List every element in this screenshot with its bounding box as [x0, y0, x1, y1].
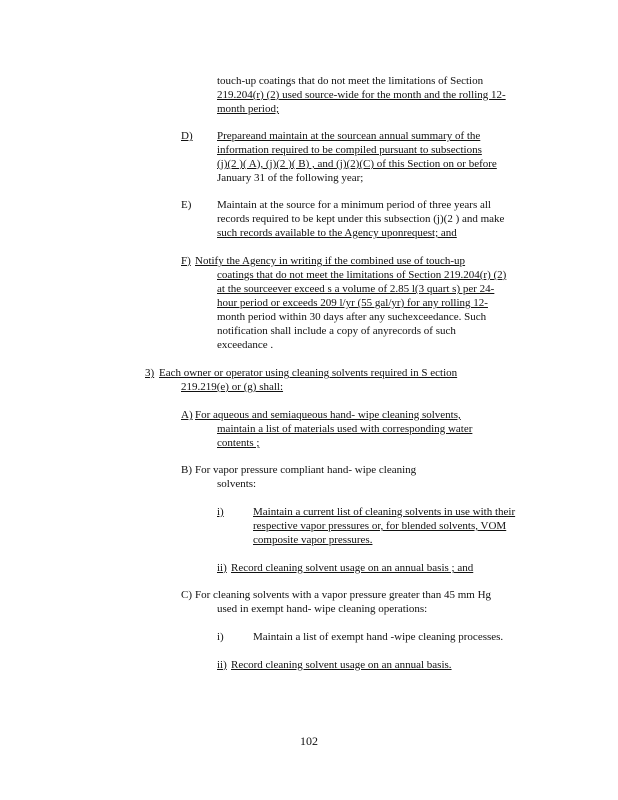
- item-f-line: exceedance .: [217, 339, 274, 351]
- item-d-line: January 31 of the following year;: [217, 172, 364, 184]
- item-a-line: maintain a list of materials used with corresponding water: [217, 423, 473, 435]
- item-c-label: C): [181, 589, 192, 601]
- item-b-line: solvents:: [217, 478, 257, 490]
- item-e-line: records required to be kept under this subsection (j)(2 ) and make: [217, 213, 505, 225]
- fragment-line-3: month period;: [217, 103, 280, 115]
- item-f-line: notification shall include a copy of anyrecords of such: [217, 325, 456, 337]
- item-c-ii-line: Record cleaning solvent usage on an annual basis.: [231, 659, 452, 671]
- item-d-label: D): [181, 130, 193, 142]
- fragment-line-1: touch-up coatings that do not meet the limitations of Section: [217, 75, 484, 87]
- item-d-line: (j)(2 )( A), (j)(2 )( B) , and (j)(2)(C) of this Section on or before: [217, 158, 497, 170]
- item-b-i-line: composite vapor pressures.: [253, 534, 373, 546]
- item-b-ii-label: ii): [217, 562, 227, 574]
- item-b-line: For vapor pressure compliant hand- wipe cleaning: [195, 464, 417, 476]
- item-b-i-line: respective vapor pressures or, for blended solvents, VOM: [253, 520, 507, 532]
- item-f-line: hour period or exceeds 209 l/yr (55 gal/yr) for any rolling 12-: [217, 297, 488, 309]
- item-d-line: information required to be compiled pursuant to subsections: [217, 144, 482, 156]
- fragment-line-2: 219.204(r) (2) used source-wide for the month and the rolling 12-: [217, 89, 506, 101]
- item-c-line: For cleaning solvents with a vapor pressure greater than 45 mm Hg: [195, 589, 492, 601]
- item-e-label: E): [181, 199, 192, 211]
- page-number: 102: [300, 734, 318, 748]
- item-b-label: B): [181, 464, 192, 476]
- item-f-line: coatings that do not meet the limitations of Section 219.204(r) (2): [217, 269, 507, 281]
- item-f-line: at the sourceever exceed s a volume of 2.85 l(3 quart s) per 24-: [217, 283, 495, 295]
- section-3-label: 3): [145, 367, 155, 379]
- item-b-ii-line: Record cleaning solvent usage on an annual basis ; and: [231, 562, 474, 574]
- item-b-i-label: i): [217, 506, 224, 518]
- item-c-line: used in exempt hand- wipe cleaning operations:: [217, 603, 428, 615]
- section-3-line: Each owner or operator using cleaning solvents required in S ection: [159, 367, 458, 379]
- item-d-line: Prepareand maintain at the sourcean annual summary of the: [217, 130, 481, 142]
- item-a-line: contents ;: [217, 437, 260, 449]
- item-f-line: Notify the Agency in writing if the combined use of touch-up: [195, 255, 466, 267]
- item-f-label: F): [181, 255, 191, 267]
- item-f-line: month period within 30 days after any suchexceedance. Such: [217, 311, 487, 323]
- item-e-line: Maintain at the source for a minimum period of three years all: [217, 199, 491, 211]
- item-e-line: such records available to the Agency uponrequest; and: [217, 227, 457, 239]
- section-3-line: 219.219(e) or (g) shall:: [181, 381, 284, 393]
- item-a-line: For aqueous and semiaqueous hand- wipe cleaning solvents,: [195, 409, 461, 421]
- item-a-label: A): [181, 409, 193, 421]
- item-b-i-line: Maintain a current list of cleaning solvents in use with their: [253, 506, 516, 518]
- item-c-i-label: i): [217, 631, 224, 643]
- item-c-i-line: Maintain a list of exempt hand -wipe cleaning processes.: [253, 631, 504, 643]
- item-c-ii-label: ii): [217, 659, 227, 671]
